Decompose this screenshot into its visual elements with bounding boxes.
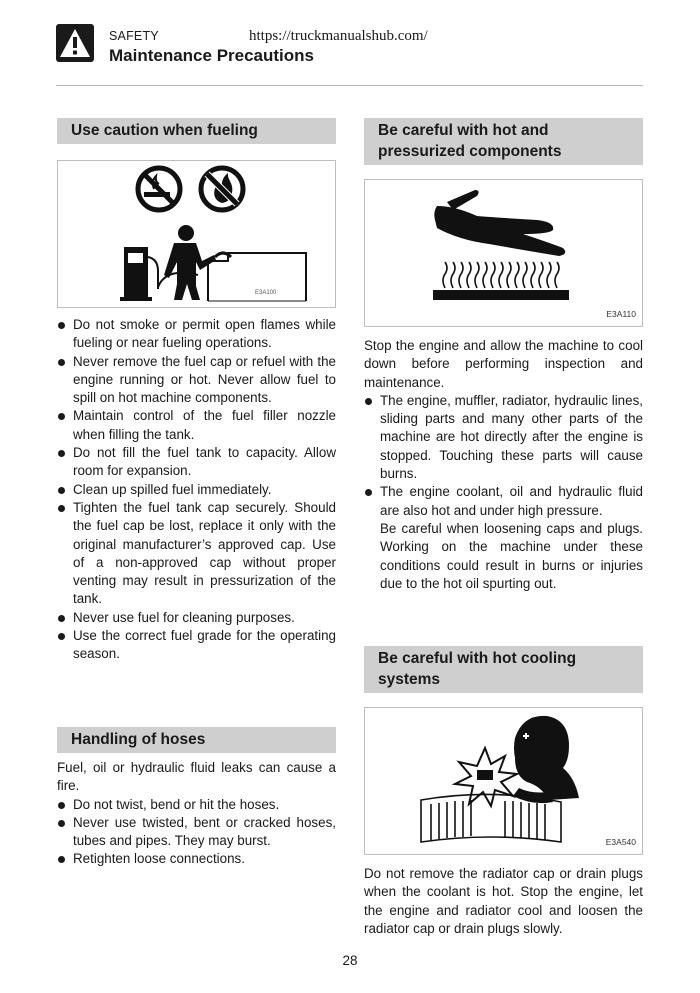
person-icon bbox=[514, 716, 579, 800]
list-item: Never use fuel for cleaning purposes. bbox=[57, 609, 336, 627]
hot-bullet-list bbox=[364, 392, 643, 520]
fuel-pump-icon bbox=[120, 247, 158, 301]
hand-icon bbox=[434, 190, 565, 256]
hot-surface-icon bbox=[433, 290, 569, 300]
cooling-figure bbox=[364, 707, 643, 855]
warning-icon bbox=[56, 24, 94, 62]
list-item: Retighten loose connections. bbox=[57, 850, 336, 868]
hot-figure-code: E3A110 bbox=[606, 308, 636, 319]
page-number: 28 bbox=[342, 953, 358, 968]
cooling-figure-code: E3A540 bbox=[605, 836, 636, 847]
header-divider bbox=[56, 85, 643, 86]
list-item: Clean up spilled fuel immediately. bbox=[57, 481, 336, 499]
cooling-section bbox=[364, 646, 643, 938]
hot-intro: Stop the engine and allow the machine to cool down before performing inspection and maintenance. bbox=[364, 338, 643, 390]
list-item: Never use twisted, bent or cracked hoses, tubes and pipes. They may burst. bbox=[57, 814, 336, 851]
steam-burst-icon bbox=[455, 748, 517, 806]
list-item: Use the correct fuel grade for the operating season. bbox=[57, 627, 336, 664]
hot-components-figure bbox=[364, 179, 643, 327]
hoses-intro: Fuel, oil or hydraulic fluid leaks can cause a fire. bbox=[57, 760, 336, 794]
hoses-heading: Handling of hoses bbox=[57, 727, 336, 753]
worker-fueling-icon bbox=[158, 225, 231, 300]
list-item: Tighten the fuel tank cap securely. Should the fuel cap be lost, replace it only with the original manufacturer’s approved cap. Use of a non-approved cap without proper venting may result in pressurization of the tank. bbox=[57, 499, 336, 609]
list-item: Do not twist, bend or hit the hoses. bbox=[57, 796, 336, 814]
hot-components-heading: Be careful with hot and pressurized components bbox=[364, 118, 643, 165]
fueling-heading: Use caution when fueling bbox=[57, 118, 336, 144]
hot-caution-text: Be careful when loosening caps and plugs. Working on the machine under these conditions could result in burns or injuries due to the hot oil spurting out. bbox=[380, 520, 643, 591]
fueling-illustration bbox=[58, 161, 335, 307]
section-label: SAFETY bbox=[109, 29, 159, 43]
fueling-figure bbox=[57, 160, 336, 308]
list-item: Never remove the fuel cap or refuel with the engine running or hot. Never allow fuel to spill on hot machine components. bbox=[57, 353, 336, 408]
radiator-burn-illustration bbox=[365, 708, 642, 854]
page-title: Maintenance Precautions bbox=[109, 46, 315, 65]
hoses-bullet-list bbox=[57, 796, 336, 869]
fueling-figure-code: E3A100 bbox=[255, 289, 277, 296]
source-url[interactable]: https://truckmanualshub.com/ bbox=[249, 28, 428, 44]
no-smoking-icon bbox=[138, 168, 180, 210]
list-item: Do not fill the fuel tank to capacity. Allow room for expansion. bbox=[57, 444, 336, 481]
heat-waves-icon bbox=[443, 262, 559, 288]
cooling-heading: Be careful with hot cooling systems bbox=[364, 646, 643, 693]
hoses-section bbox=[57, 727, 336, 869]
fueling-bullet-list bbox=[57, 316, 336, 664]
fueling-section bbox=[57, 118, 336, 664]
list-item: The engine, muffler, radiator, hydraulic lines, sliding parts and many other parts of the machine are hot directly after the engine is stopped. Touching these parts will cause burns. bbox=[364, 392, 643, 483]
hot-components-section bbox=[364, 118, 643, 593]
hand-over-heat-illustration bbox=[365, 180, 642, 326]
cooling-text: Do not remove the radiator cap or drain plugs when the coolant is hot. Stop the engine, let the engine and radiator cool and loosen the radiator cap or drain plugs slowly. bbox=[364, 866, 643, 936]
list-item: Do not smoke or permit open flames while fueling or near fueling operations. bbox=[57, 316, 336, 353]
no-open-flame-icon bbox=[201, 168, 243, 210]
list-item: Maintain control of the fuel filler nozzle when filling the tank. bbox=[57, 407, 336, 444]
list-item: The engine coolant, oil and hydraulic fluid are also hot and under high pressure. bbox=[364, 483, 643, 520]
